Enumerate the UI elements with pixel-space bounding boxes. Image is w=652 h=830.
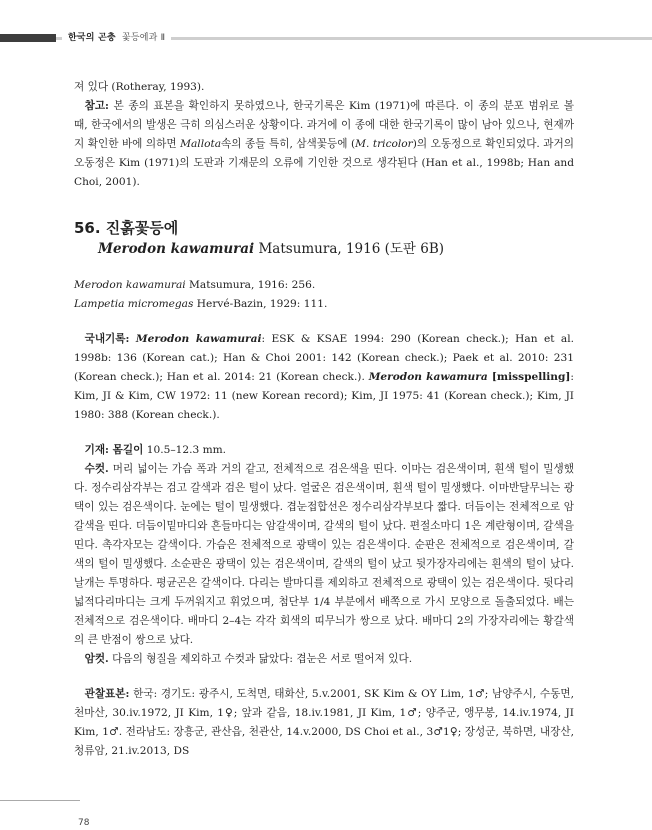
female-text: 다음의 형질을 제외하고 수컷과 닮았다: 겹눈은 서로 떨어져 있다. — [108, 653, 413, 665]
korean-records-paragraph — [74, 330, 574, 425]
korean-records-label: 국내기록: — [84, 333, 130, 345]
continued-paragraph: 져 있다 (Rotheray, 1993). — [74, 81, 205, 93]
remarks-species: M. tricolor — [355, 138, 413, 150]
specimens-text: 한국: 경기도: 광주시, 도척면, 태화산, 5.v.2001, SK Kim & OY Lim, 1♂; 남양주시, 수동면, 천마산, 30.iv.1972, JI Kim, 1♀; 앞과 같음, 18.iv.1981, JI Kim, 1♂; 양주군, 앵무봉, 14.iv.1974, JI Kim, 1♂. 전라남도: 장흥군, 관산읍, 천관산, 14.v.2000, DS Choi et al., 3♂1♀; 장성군, 북하면, 내장산, 청류암, 21.iv.2013, DS — [74, 688, 574, 757]
species-heading: 56. 진홁꽃등에 — [74, 219, 179, 237]
synonym-name: Merodon kawamurai — [74, 279, 186, 291]
korean-records-name2: Merodon kawamura — [368, 371, 488, 383]
species-title — [74, 238, 574, 260]
male-label: 수컷. — [84, 463, 109, 475]
description-paragraph — [74, 441, 574, 460]
remarks-genus: Mallota — [180, 138, 222, 150]
synonym-entry — [74, 276, 574, 295]
remarks-text-b: 속의 종들 특히, 삼색꽃등에 ( — [221, 138, 356, 150]
specimens-paragraph — [74, 685, 574, 761]
description-label: 기재: — [84, 444, 109, 456]
synonym-entry — [74, 295, 574, 314]
body-length-label: 몸길이 — [108, 444, 144, 456]
book-title: 한국의 곤충 — [68, 33, 116, 43]
korean-records-text1: : ESK & KSAE 1994: 290 (Korean check.); Han et al. 1998b: 136 (Korean cat.); Han & Choi 2001: 142 (Korean check.); Paek et al. 2010: 231 (Korean check.); Han et al. 2014: 21 (Korean check.). — [74, 333, 574, 383]
running-header — [62, 30, 171, 43]
header-bar-dark — [0, 34, 56, 42]
species-author-plate: Matsumura, 1916 (도판 6B) — [254, 241, 445, 257]
remarks-text-a: 본 종의 표본을 확인하지 못하였으나, 한국기록은 Kim (1971)에 따른다. 이 종의 분포 범위로 볼 때, 한국에서의 발생은 극히 의심스러운 상황이다. 과거에 이 종에 대한 한국기록이 많이 남아 있으나, 현재까지 확인한 바에 의하면 — [74, 100, 574, 150]
female-description — [74, 650, 574, 669]
synonym-name: Lampetia micromegas — [74, 298, 194, 310]
footer-rule — [0, 800, 80, 801]
page-number: 78 — [78, 818, 90, 828]
chapter-title: 꽃등에과 Ⅱ — [121, 33, 166, 43]
female-label: 암컷. — [84, 653, 109, 665]
male-description — [74, 460, 574, 650]
synonym-ref: Hervé-Bazin, 1929: 111. — [193, 298, 328, 310]
synonym-ref: Matsumura, 1916: 256. — [185, 279, 316, 291]
remarks-paragraph — [74, 97, 574, 192]
remarks-label: 참고: — [84, 100, 109, 112]
species-sci-name: Merodon kawamurai — [98, 241, 255, 257]
korean-records-name1: Merodon kawamurai — [135, 333, 262, 345]
body-length-value: 10.5–12.3 mm. — [143, 444, 227, 456]
specimens-label: 관찰표본: — [84, 688, 130, 700]
page-body — [74, 78, 574, 761]
remarks-text-c: )의 오동정으로 확인되었다. 과거의 오동정은 Kim (1971)의 도판과 기재문의 오류에 기인한 것으로 생각된다 (Han et al., 1998b; Han and Choi, 2001). — [74, 138, 575, 188]
korean-records-misspelling: [misspelling] — [487, 371, 571, 383]
korean-records-text2: : Kim, JI & Kim, CW 1972: 11 (new Korean record); Kim, JI 1975: 41 (Korean check.); Kim, JI 1980: 388 (Korean check.). — [74, 371, 574, 421]
male-text: 머리 넓이는 가슴 폭과 거의 같고, 전체적으로 검은색을 띤다. 이마는 검은색이며, 흰색 털이 밀생했다. 정수리삼각부는 검고 갈색과 검은 털이 났다. 얼굴은 검은색이며, 흰색 털이 밀생했다. 이마반달무늬는 광택이 있는 검은색이다. 눈에는 털이 밀생했다. 겹눈접합선은 정수리삼각부보다 짧다. 더듬이는 전체적으로 암갈색을 띤다. 더듬이밑마디와 흔들마디는 암갈색이며, 갈색의 털이 났다. 편절소마디 1은 계란형이며, 갈색을 띤다. 촉각자모는 갈색이다. 가슴은 전체적으로 광택이 있는 검은색이다. 순판은 전체적으로 검은색이며, 갈색의 털이 밀생했다. 소순판은 광택이 있는 검은색이며, 갈색의 털이 났고 뒷가장자리에는 흰색의 털이 났다. 날개는 투명하다. 평균곤은 갈색이다. 다리는 발마디를 제외하고 전체적으로 광택이 있는 검은색이다. 뒷다리 넓적다리마디는 크게 두꺼워지고 휘었으며, 첨단부 1/4 부분에서 배쪽으로 가시 모양으로 돌출되었다. 배는 전체적으로 검은색이다. 배마디 2–4는 각각 회색의 띠무늬가 쌍으로 났다. 배마디 2의 가장자리에는 황갈색의 큰 반점이 쌍으로 났다. — [74, 463, 574, 646]
